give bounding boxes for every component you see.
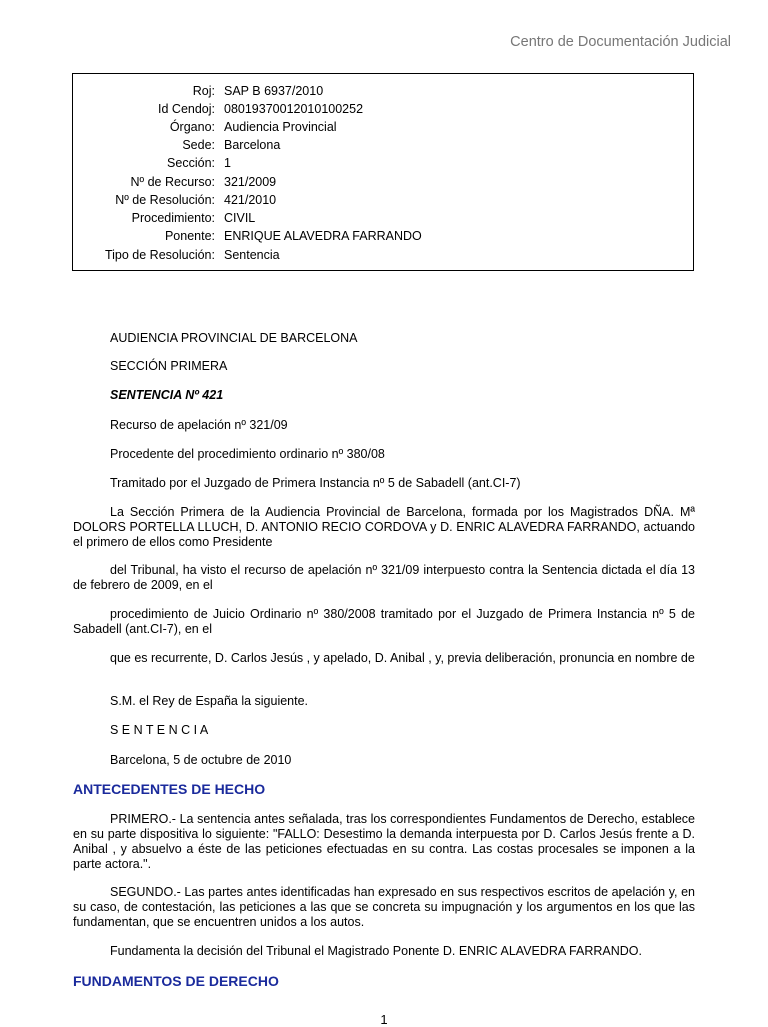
metadata-value: ENRIQUE ALAVEDRA FARRANDO xyxy=(224,229,422,243)
metadata-row-procedimiento xyxy=(73,209,693,227)
metadata-label: Sección: xyxy=(167,156,215,170)
metadata-label: Órgano: xyxy=(169,120,215,134)
metadata-row-roj xyxy=(73,82,693,100)
metadata-label: Roj: xyxy=(192,84,215,98)
document-center-title: Centro de Documentación Judicial xyxy=(510,34,731,50)
metadata-label: Id Cendoj: xyxy=(158,102,215,116)
appeal-number: Recurso de apelación nº 321/09 xyxy=(110,418,288,432)
paragraph-parties: que es recurrente, D. Carlos Jesús , y apelado, D. Anibal , y, previa deliberación, pronuncia en nombre de xyxy=(110,651,695,665)
heading-antecedentes: ANTECEDENTES DE HECHO xyxy=(73,781,266,797)
metadata-label: Nº de Resolución: xyxy=(115,193,215,207)
paragraph-tribunal-composition: La Sección Primera de la Audiencia Provincial de Barcelona, formada por los Magistrados DÑA. Mª DOLORS PORTELLA LLUCH, D. ANTONIO RECIO CORDOVA y D. ENRIC ALAVEDRA FARRANDO, actuando el primero de ellos como Presidente xyxy=(73,505,695,549)
metadata-value: Audiencia Provincial xyxy=(224,120,337,134)
metadata-row-sede xyxy=(73,136,693,154)
paragraph-fundamenta: Fundamenta la decisión del Tribunal el Magistrado Ponente D. ENRIC ALAVEDRA FARRANDO. xyxy=(110,944,642,958)
sentence-date: Barcelona, 5 de octubre de 2010 xyxy=(110,753,292,767)
court-name: AUDIENCIA PROVINCIAL DE BARCELONA xyxy=(110,331,358,345)
metadata-value: Sentencia xyxy=(224,248,280,262)
metadata-row-organo xyxy=(73,118,693,136)
metadata-row-recurso xyxy=(73,173,693,191)
court-section: SECCIÓN PRIMERA xyxy=(110,359,228,373)
metadata-value: Barcelona xyxy=(224,138,281,152)
metadata-label: Nº de Recurso: xyxy=(130,175,215,189)
paragraph-segundo: SEGUNDO.- Las partes antes identificadas han expresado en sus respectivos escritos de apelación y, en su caso, de contestación, las peticiones a las que se concreta su impugnación y los argumentos en los que las fundamentan, que se encuentren unidos a los autos. xyxy=(73,885,695,929)
metadata-row-id-cendoj xyxy=(73,100,693,118)
paragraph-primero: PRIMERO.- La sentencia antes señalada, tras los correspondientes Fundamentos de Derecho, establece en su parte dispositiva lo siguiente: "FALLO: Desestimo la demanda interpuesta por D. Carlos Jesús frente a D. Anibal , y absuelvo a éste de las peticiones efectuadas en su contra. Las costas procesales se imponen a la parte actora.". xyxy=(73,812,695,871)
paragraph-appeal-seen: del Tribunal, ha visto el recurso de apelación nº 321/09 interpuesto contra la Sentencia dictada el día 13 de febrero de 2009, en el xyxy=(73,563,695,592)
metadata-label: Tipo de Resolución: xyxy=(104,248,215,262)
king-line: S.M. el Rey de España la siguiente. xyxy=(110,694,309,708)
metadata-box xyxy=(72,73,694,271)
processing-court: Tramitado por el Juzgado de Primera Instancia nº 5 de Sabadell (ant.CI-7) xyxy=(110,476,521,490)
origin-procedure: Procedente del procedimiento ordinario nº 380/08 xyxy=(110,447,385,461)
metadata-value: 08019370012010100252 xyxy=(224,102,364,116)
sentencia-heading: S E N T E N C I A xyxy=(110,723,209,737)
metadata-row-ponente xyxy=(73,227,693,245)
metadata-value: 421/2010 xyxy=(224,193,277,207)
metadata-value: SAP B 6937/2010 xyxy=(224,84,324,98)
metadata-label: Sede: xyxy=(182,138,215,152)
metadata-value: 321/2009 xyxy=(224,175,277,189)
sentence-number: SENTENCIA Nº 421 xyxy=(110,388,224,402)
metadata-label: Ponente: xyxy=(164,229,215,243)
metadata-row-seccion xyxy=(73,154,693,172)
paragraph-ordinary-procedure: procedimiento de Juicio Ordinario nº 380/2008 tramitado por el Juzgado de Primera Instancia nº 5 de Sabadell (ant.CI-7), en el xyxy=(73,607,695,636)
metadata-value: CIVIL xyxy=(224,211,256,225)
metadata-label: Procedimiento: xyxy=(131,211,215,225)
heading-fundamentos: FUNDAMENTOS DE DERECHO xyxy=(73,973,279,989)
page-number: 1 xyxy=(380,1012,388,1027)
metadata-row-tipo-resolucion xyxy=(73,246,693,264)
metadata-value: 1 xyxy=(224,156,231,170)
metadata-row-resolucion xyxy=(73,191,693,209)
